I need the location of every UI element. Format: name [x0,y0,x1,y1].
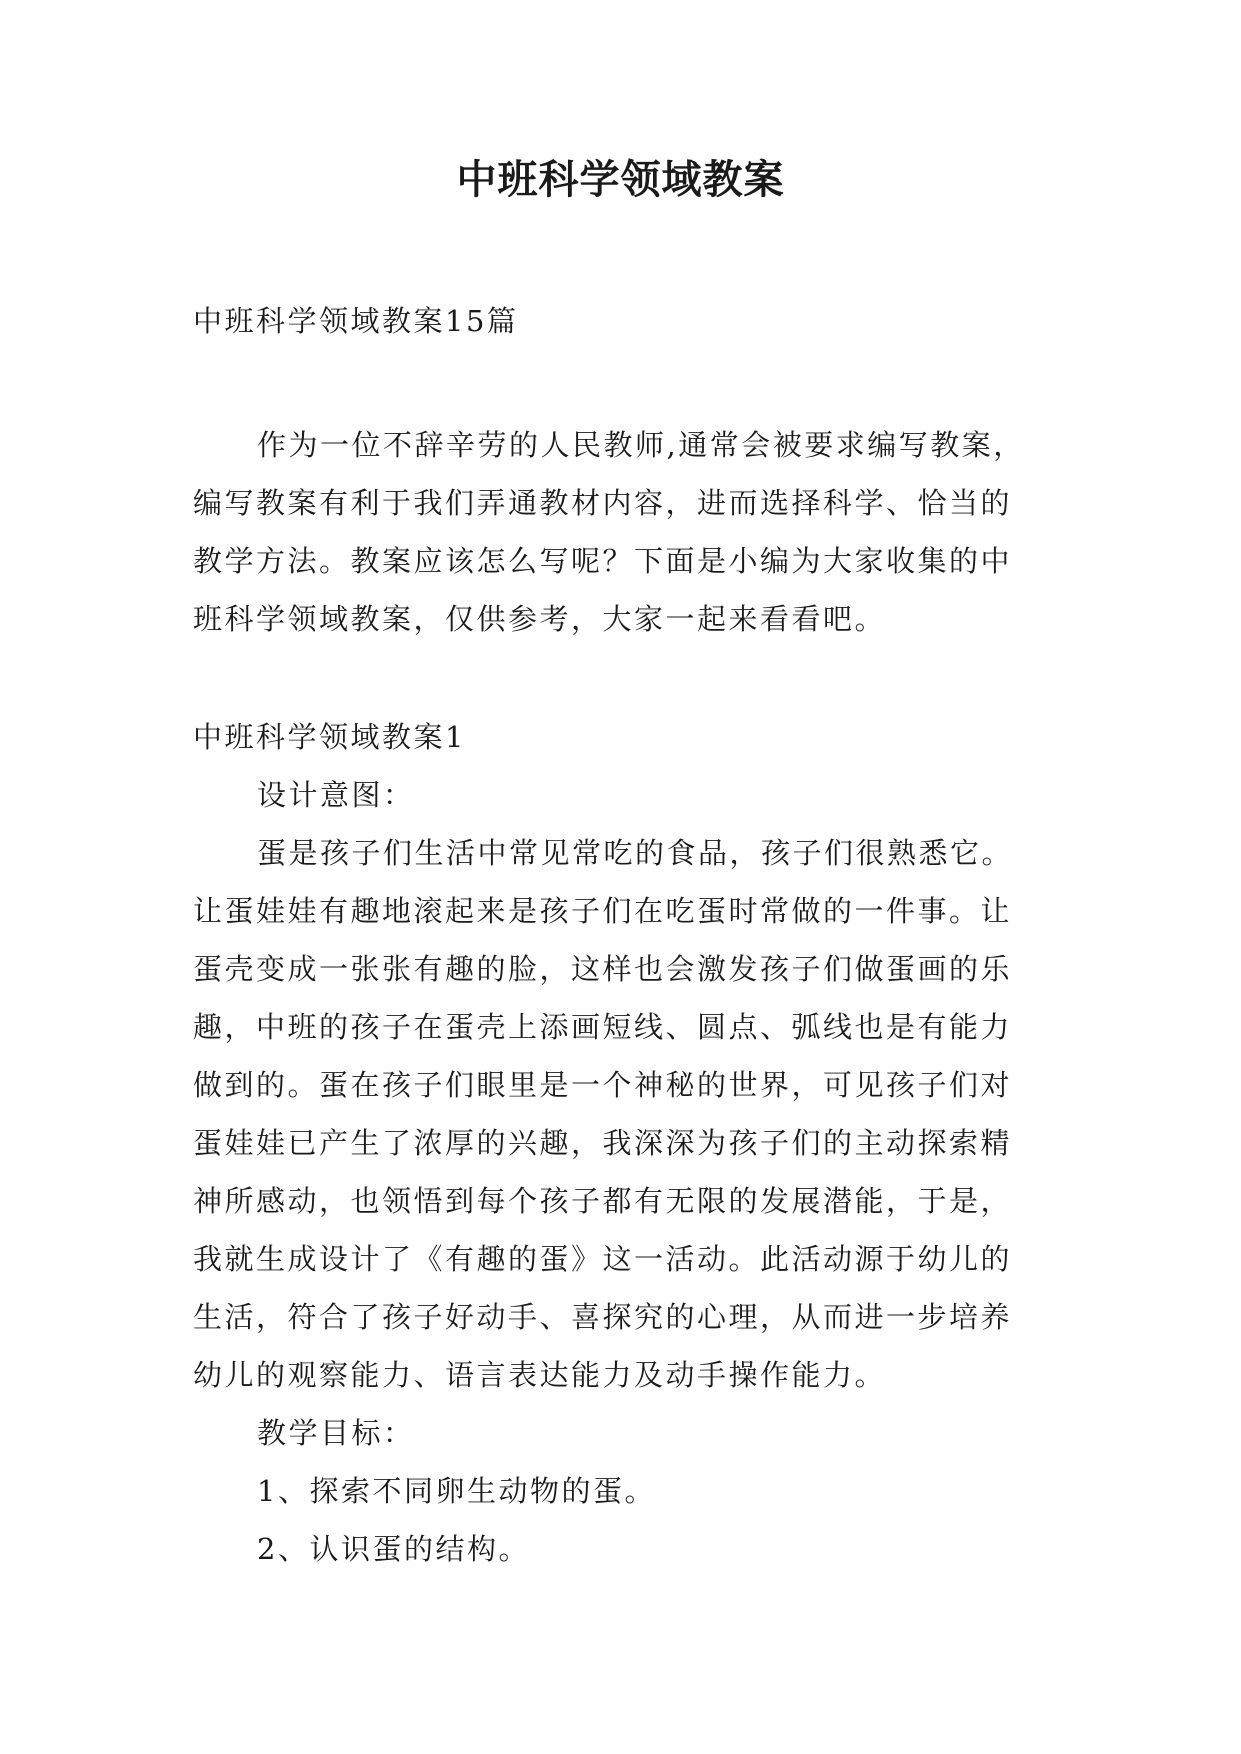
goal-item: 2、认识蛋的结构。 [257,1532,530,1566]
design-intent-line: 蛋壳变成一张张有趣的脸，这样也会激发孩子们做蛋画的乐 [193,952,1013,986]
design-intent-line: 神所感动，也领悟到每个孩子都有无限的发展潜能，于是， [193,1184,1013,1218]
goals-label: 教学目标： [257,1416,415,1450]
document-subtitle: 中班科学领域教案15篇 [193,304,519,338]
intro-line: 作为一位不辞辛劳的人民教师,通常会被要求编写教案， [257,428,1025,462]
design-intent-line: 趣，中班的孩子在蛋壳上添画短线、圆点、弧线也是有能力 [193,1010,1013,1044]
goal-item: 1、探索不同卵生动物的蛋。 [257,1474,656,1508]
document-body [193,292,1063,1578]
design-intent-line: 我就生成设计了《有趣的蛋》这一活动。此活动源于幼儿的 [193,1242,1013,1276]
intro-line: 班科学领域教案，仅供参考，大家一起来看看吧。 [193,602,887,636]
design-intent-line: 做到的。蛋在孩子们眼里是一个神秘的世界，可见孩子们对 [193,1068,1013,1102]
design-intent-line: 幼儿的观察能力、语言表达能力及动手操作能力。 [193,1358,887,1392]
section-heading: 中班科学领域教案1 [193,720,466,754]
design-intent-line: 生活，符合了孩子好动手、喜探究的心理，从而进一步培养 [193,1300,1013,1334]
design-intent-label: 设计意图： [257,778,415,812]
intro-line: 编写教案有利于我们弄通教材内容，进而选择科学、恰当的 [193,486,1013,520]
intro-paragraph [193,416,1063,648]
goals-list [193,1462,1063,1578]
design-intent-line: 蛋娃娃已产生了浓厚的兴趣，我深深为孩子们的主动探索精 [193,1126,1013,1160]
design-intent-line: 蛋是孩子们生活中常见常吃的食品，孩子们很熟悉它。 [257,836,1014,870]
design-intent-line: 让蛋娃娃有趣地滚起来是孩子们在吃蛋时常做的一件事。让 [193,894,1013,928]
intro-line: 教学方法。教案应该怎么写呢？下面是小编为大家收集的中 [193,544,1013,578]
document-title: 中班科学领域教案 [456,156,785,203]
design-intent-paragraph [193,824,1063,1404]
